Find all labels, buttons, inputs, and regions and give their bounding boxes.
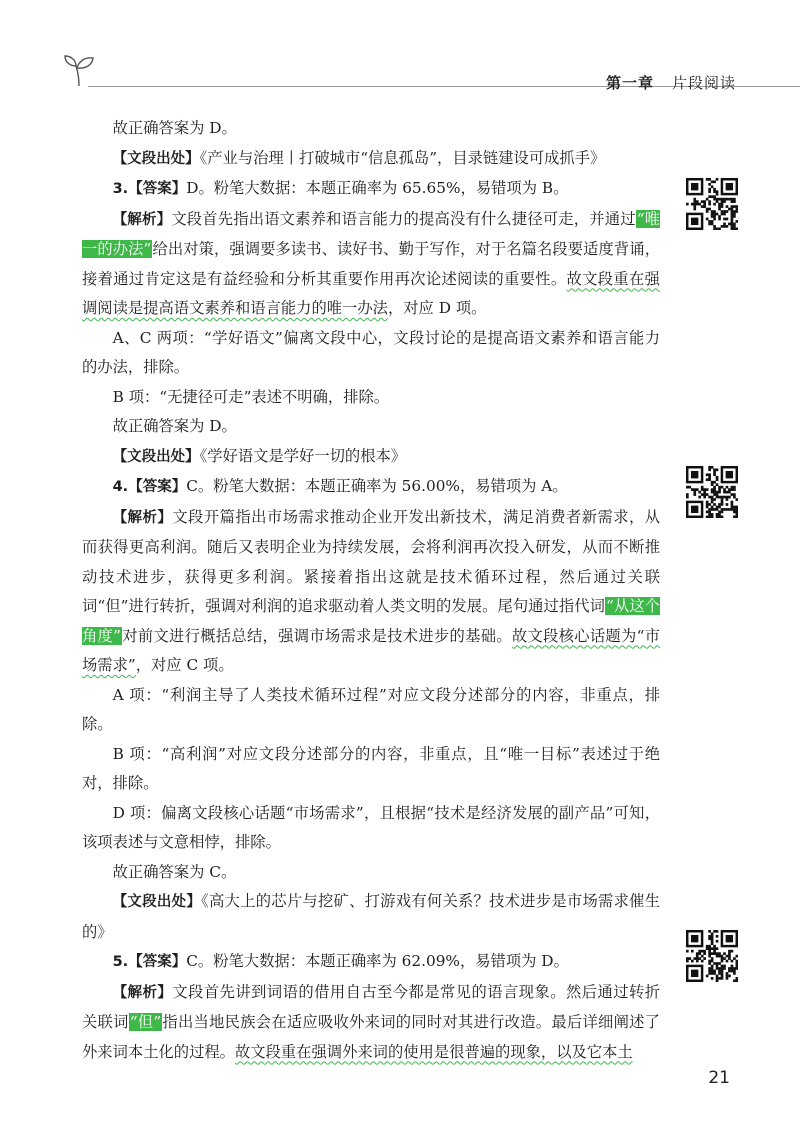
underlined-conclusion: 故文段重在强调阅读是提高语文素养和语言能力的唯一办法 bbox=[82, 269, 660, 317]
text-run: D 项：偏离文段核心话题“市场需求”，且根据“技术是经济发展的副产品”可知，该项表述与文意相悖，排除。 bbox=[82, 803, 660, 851]
paragraph bbox=[82, 503, 660, 681]
paragraph bbox=[82, 205, 660, 324]
highlighted-keyword: “但” bbox=[129, 1013, 162, 1031]
text-run: 文段开篇指出市场需求推动企业开发出新技术，满足消费者新需求，从而获得更高利润。随后又表明企业为持续发展，会将利润再次投入研发，从而不断推动技术进步，获得更多利润。紧接着指出这就是技术循环过程，然后通过关联词“但”进行转折，强调对利润的追求驱动着人类文明的发展。尾句通过指代词 bbox=[82, 507, 660, 615]
qr-pattern bbox=[686, 466, 738, 518]
text-run: D。粉笔大数据：本题正确率为 65.65%，易错项为 B。 bbox=[186, 179, 569, 197]
paragraph bbox=[82, 887, 660, 947]
text-run: 指出当地民族会在适应吸收外来词的同时对其进行改造。最后详细阐述了外来词本土化的过程。 bbox=[82, 1013, 660, 1061]
paragraph bbox=[82, 144, 660, 175]
section-tag: 【文段出处】 bbox=[112, 448, 200, 465]
text-run: 《学好语文是学好一切的根本》 bbox=[199, 446, 407, 465]
section-tag: 【解析】 bbox=[112, 509, 173, 526]
paragraph bbox=[82, 174, 660, 205]
text-run: 故正确答案为 D。 bbox=[112, 417, 237, 435]
highlighted-keyword: “唯一的办法” bbox=[82, 209, 660, 258]
paragraph bbox=[82, 681, 660, 740]
text-run: ，对应 D 项。 bbox=[387, 299, 487, 317]
paragraph bbox=[82, 978, 660, 1068]
text-run: 给出对策，强调要多读书、读好书、勤于写作，对于名篇名段要适度背诵，接着通过肯定这是有益经验和分析其重要作用再次论述阅读的重要性。 bbox=[82, 240, 660, 288]
sprout-icon bbox=[62, 50, 96, 86]
underlined-conclusion: 故文段核心话题为“市场需求” bbox=[82, 626, 660, 674]
qr-code[interactable] bbox=[686, 466, 738, 518]
text-run: 《高大上的芯片与挖矿、打游戏有何关系？技术进步是市场需求催生的》 bbox=[82, 892, 661, 941]
text-run: A、C 两项：“学好语文”偏离文段中心，文段讨论的是提高语文素养和语言能力的办法，排除。 bbox=[82, 328, 660, 376]
qr-pattern bbox=[686, 930, 738, 982]
text-run: 故正确答案为 C。 bbox=[112, 862, 237, 881]
text-run: 《产业与治理丨打破城市“信息孤岛”，目录链建设可成抓手》 bbox=[199, 148, 606, 167]
section-tag: 4.【答案】 bbox=[112, 479, 187, 495]
qr-code[interactable] bbox=[686, 178, 738, 230]
section-tag: 【文段出处】 bbox=[112, 894, 202, 910]
text-run: 故正确答案为 D。 bbox=[112, 119, 237, 137]
paragraph bbox=[82, 947, 660, 978]
text-run: B 项：“高利润”对应文段分述部分的内容，非重点，且“唯一目标”表述过于绝对，排除。 bbox=[82, 744, 660, 792]
section-tag: 【解析】 bbox=[112, 984, 173, 1001]
text-run: C。粉笔大数据：本题正确率为 56.00%，易错项为 A。 bbox=[186, 477, 568, 495]
section-tag: 【解析】 bbox=[112, 211, 172, 228]
text-run: B 项：“无捷径可走”表述不明确，排除。 bbox=[112, 387, 390, 406]
page-header bbox=[0, 0, 800, 100]
underlined-conclusion: 故文段重在强调外来词的使用是很普遍的现象，以及它本土 bbox=[234, 1042, 633, 1061]
paragraph bbox=[82, 442, 660, 473]
paragraph bbox=[82, 412, 660, 442]
highlighted-keyword: “从这个角度” bbox=[82, 597, 660, 645]
page-number: 21 bbox=[708, 1068, 730, 1088]
qr-code[interactable] bbox=[686, 930, 738, 982]
chapter-label: 第一章 bbox=[605, 74, 654, 92]
section-label: 片段阅读 bbox=[671, 74, 736, 92]
paragraph bbox=[82, 383, 660, 413]
paragraph bbox=[82, 858, 660, 888]
paragraph bbox=[82, 799, 660, 858]
chapter-title bbox=[606, 72, 736, 93]
paragraph bbox=[82, 324, 660, 383]
paragraph bbox=[82, 114, 660, 144]
text-run: A 项：“利润主导了人类技术循环过程”对应文段分述部分的内容，非重点，排除。 bbox=[82, 685, 660, 733]
page-content bbox=[82, 114, 660, 1067]
section-tag: 5.【答案】 bbox=[112, 954, 187, 970]
qr-pattern bbox=[686, 178, 738, 230]
text-run: ，对应 C 项。 bbox=[135, 656, 234, 674]
section-tag: 3.【答案】 bbox=[112, 181, 187, 197]
section-tag: 【文段出处】 bbox=[112, 150, 200, 167]
text-run: C。粉笔大数据：本题正确率为 62.09%，易错项为 D。 bbox=[186, 952, 569, 970]
text-run: 对前文进行概括总结，强调市场需求是技术进步的基础。 bbox=[122, 626, 512, 645]
paragraph bbox=[82, 740, 660, 799]
text-run: 文段首先指出语文素养和语言能力的提高没有什么捷径可走，并通过 bbox=[171, 209, 636, 228]
text-run: 文段首先讲到词语的借用自古至今都是常见的语言现象。然后通过转折关联词 bbox=[82, 982, 660, 1031]
paragraph bbox=[82, 472, 660, 503]
